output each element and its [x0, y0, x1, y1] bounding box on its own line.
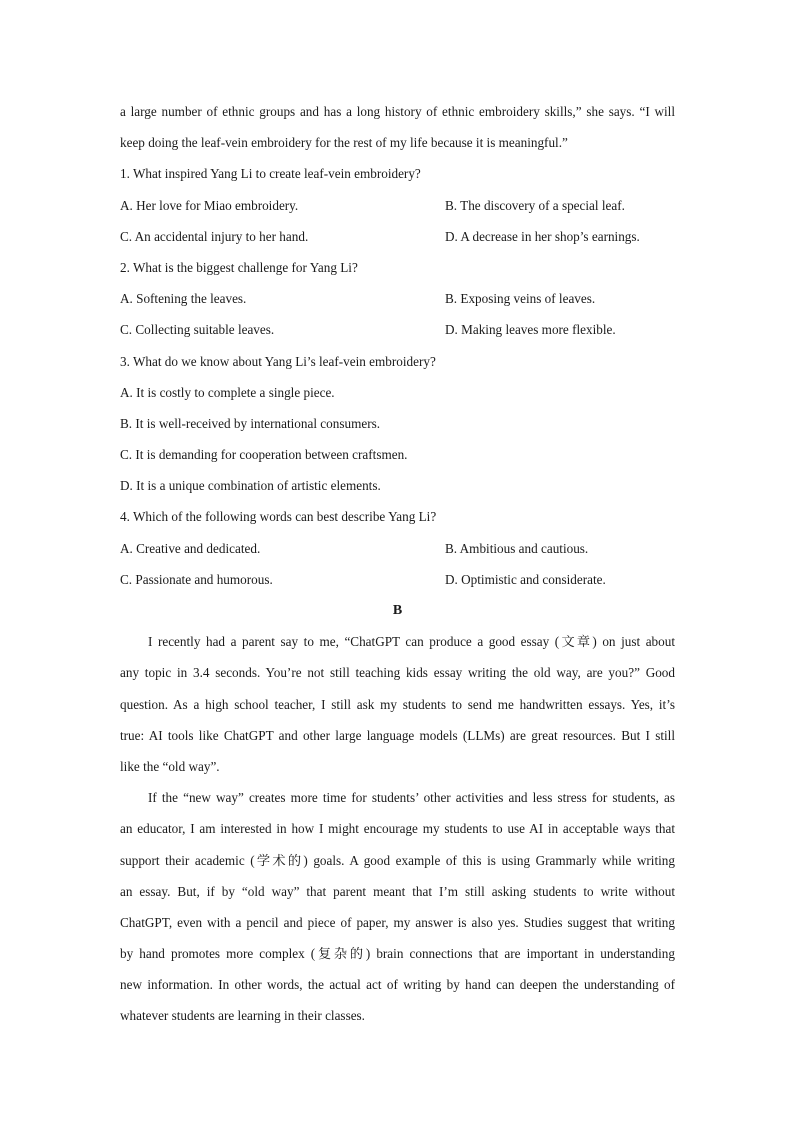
option-3b: B. It is well-received by international consumers. [120, 415, 381, 431]
option-2b: B. Exposing veins of leaves. [445, 291, 596, 307]
passage-a-line: keep doing the leaf-vein embroidery for the rest of my life because it is meaningful.” [120, 135, 568, 151]
option-row [120, 568, 675, 599]
passage-b-line: support their academic (学术的) goals. A good example of this is using Grammarly while writing [120, 852, 675, 868]
option-1b: B. The discovery of a special leaf. [445, 197, 625, 213]
passage-b-line: I recently had a parent say to me, “ChatGPT can produce a good essay (文章) on just about [148, 634, 675, 650]
question-stem-2: 2. What is the biggest challenge for Yang Li? [120, 259, 358, 275]
question-stem-1: 1. What inspired Yang Li to create leaf-vein embroidery? [120, 166, 421, 182]
option-4b: B. Ambitious and cautious. [445, 540, 589, 556]
passage-b-line: ChatGPT, even with a pencil and piece of paper, my answer is also yes. Studies suggest that writing [120, 914, 675, 930]
question-stem-3: 3. What do we know about Yang Li’s leaf-vein embroidery? [120, 353, 436, 369]
option-2c: C. Collecting suitable leaves. [120, 322, 275, 338]
option-3c: C. It is demanding for cooperation between craftsmen. [120, 447, 408, 463]
passage-b-line: an educator, I am interested in how I might encourage my students to use AI in acceptable ways that [120, 821, 675, 837]
option-1d: D. A decrease in her shop’s earnings. [445, 228, 640, 244]
passage-b-line: by hand promotes more complex (复杂的) brain connections that are important in understanding [120, 946, 675, 962]
option-4a: A. Creative and dedicated. [120, 540, 261, 556]
passage-b-line: question. As a high school teacher, I still ask my students to send me handwritten essays. Yes, it’s [120, 696, 675, 712]
option-row [120, 225, 675, 256]
passage-a-line: a large number of ethnic groups and has a long history of ethnic embroidery skills,” she says. “I will [120, 104, 675, 119]
option-4c: C. Passionate and humorous. [120, 571, 273, 587]
exam-page [120, 100, 675, 1036]
option-1c: C. An accidental injury to her hand. [120, 228, 309, 244]
option-4d: D. Optimistic and considerate. [445, 571, 606, 587]
passage-b-line: true: AI tools like ChatGPT and other large language models (LLMs) are great resources. But I still [120, 727, 675, 743]
option-row [120, 318, 675, 349]
option-2d: D. Making leaves more flexible. [445, 322, 616, 338]
passage-b-line: like the “old way”. [120, 758, 220, 774]
passage-b-line: any topic in 3.4 seconds. You’re not still teaching kids essay writing the old way, are you?” Good [120, 665, 675, 681]
option-1a: A. Her love for Miao embroidery. [120, 197, 299, 213]
option-row [120, 287, 675, 318]
passage-b-line: whatever students are learning in their classes. [120, 1008, 365, 1024]
option-row [120, 194, 675, 225]
option-3d: D. It is a unique combination of artistic elements. [120, 478, 381, 494]
option-row [120, 537, 675, 568]
passage-b-line: new information. In other words, the actual act of writing by hand can deepen the understanding of [120, 977, 675, 993]
option-2a: A. Softening the leaves. [120, 291, 247, 307]
option-3a: A. It is costly to complete a single piece. [120, 384, 335, 400]
question-stem-4: 4. Which of the following words can best describe Yang Li? [120, 509, 437, 525]
passage-b-line: an essay. But, if by “old way” that parent meant that I’m still asking students to write without [120, 883, 675, 899]
passage-b-line: If the “new way” creates more time for students’ other activities and less stress for students, as [148, 790, 675, 806]
section-b-title: B [392, 603, 403, 618]
